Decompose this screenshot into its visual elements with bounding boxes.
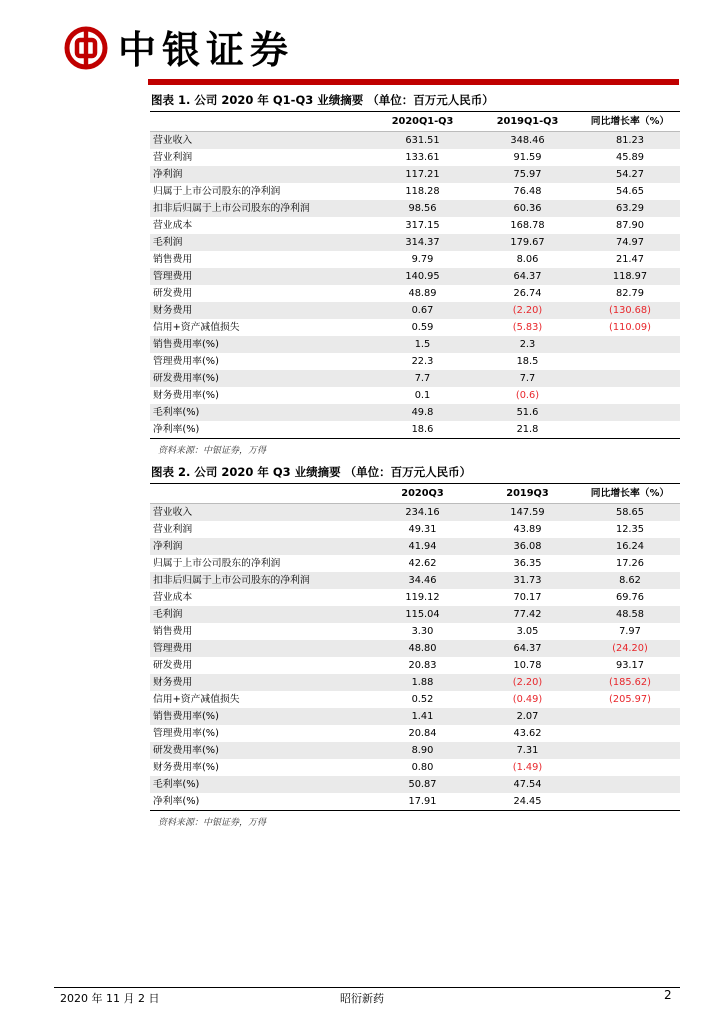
table-row	[150, 387, 680, 404]
row-label: 财务费用率(%)	[153, 762, 219, 773]
table-cell: 58.65	[580, 504, 680, 522]
row-label: 营业利润	[153, 152, 193, 163]
row-label: 财务费用	[150, 302, 370, 319]
table1-source: 资料来源：中银证券，万得	[158, 446, 267, 456]
table-row	[150, 623, 680, 640]
table-cell: 93.17	[615, 660, 645, 671]
table2-section	[150, 462, 680, 828]
table-cell: 36.35	[513, 558, 542, 569]
table-row	[150, 742, 680, 759]
table-cell: 12.35	[615, 524, 645, 535]
table-row	[150, 725, 680, 742]
table2-col-growth: 同比增长率（%）	[580, 484, 680, 504]
table-cell	[580, 776, 680, 793]
table-cell: 7.7	[475, 370, 580, 387]
table-cell: 9.79	[411, 254, 434, 265]
row-label: 净利率(%)	[153, 424, 200, 435]
table-cell: 631.51	[370, 132, 475, 150]
row-label: 财务费用率(%)	[153, 390, 219, 401]
table-row	[150, 404, 680, 421]
table-cell: 18.6	[411, 424, 434, 435]
table-cell: 74.97	[580, 234, 680, 251]
table2-col-prior: 2019Q3	[475, 484, 580, 504]
table-cell: 98.56	[370, 200, 475, 217]
table-cell: 168.78	[510, 220, 545, 231]
table1-col-label	[150, 112, 370, 132]
table-cell: 91.59	[513, 152, 542, 163]
table-cell: 60.36	[475, 200, 580, 217]
footer-company: 昭衍新药	[340, 992, 384, 1005]
row-label: 财务费用	[150, 674, 370, 691]
table-cell: 115.04	[370, 606, 475, 623]
table-cell: 1.88	[370, 674, 475, 691]
row-label: 研发费用	[153, 660, 193, 671]
table1-col-prior: 2019Q1-Q3	[475, 112, 580, 132]
table-row	[150, 251, 680, 268]
table-cell: 18.5	[516, 356, 539, 367]
row-label: 管理费用	[150, 268, 370, 285]
table-cell: 82.79	[615, 288, 645, 299]
table1-header-row	[150, 112, 680, 132]
row-label: 毛利润	[150, 234, 370, 251]
table-row	[150, 572, 680, 589]
row-label: 研发费用率(%)	[150, 742, 370, 759]
table-cell: 314.37	[370, 234, 475, 251]
table2	[150, 484, 680, 810]
table-cell: 8.90	[370, 742, 475, 759]
table2-header-row	[150, 484, 680, 504]
table1-col-current: 2020Q1-Q3	[370, 112, 475, 132]
table-row	[150, 370, 680, 387]
row-label: 营业成本	[153, 592, 193, 603]
table-cell: 1.41	[370, 708, 475, 725]
table1	[150, 112, 680, 438]
row-label: 营业成本	[153, 220, 193, 231]
table-row	[150, 708, 680, 725]
table-row	[150, 217, 680, 234]
table-row	[150, 776, 680, 793]
table-cell: 20.84	[408, 728, 437, 739]
footer-date: 2020 年 11 月 2 日	[60, 992, 160, 1005]
table-cell	[580, 404, 680, 421]
row-label: 研发费用率(%)	[150, 370, 370, 387]
table-row	[150, 336, 680, 353]
row-label: 净利润	[150, 166, 370, 183]
table-row	[150, 504, 680, 522]
table-cell	[580, 759, 680, 776]
row-label: 净利润	[150, 538, 370, 555]
table-cell: 50.87	[370, 776, 475, 793]
table-cell: 87.90	[615, 220, 645, 231]
table-cell: 8.62	[580, 572, 680, 589]
bank-logo-icon	[64, 26, 108, 74]
table-cell: 0.52	[411, 694, 434, 705]
table-cell: 2.07	[475, 708, 580, 725]
row-label: 销售费用	[153, 254, 193, 265]
table-row	[150, 132, 680, 150]
header-divider	[148, 79, 679, 85]
row-label: 毛利率(%)	[150, 776, 370, 793]
row-label: 信用+资产减值损失	[153, 694, 240, 705]
table-row	[150, 555, 680, 572]
table-cell: 16.24	[580, 538, 680, 555]
table-cell: 117.21	[370, 166, 475, 183]
table-cell: 64.37	[475, 268, 580, 285]
row-label: 净利率(%)	[153, 796, 200, 807]
table2-bottom-rule	[150, 810, 680, 811]
table-cell: 77.42	[475, 606, 580, 623]
table-cell	[580, 708, 680, 725]
table-cell: 119.12	[405, 592, 440, 603]
table1-col-growth: 同比增长率（%）	[580, 112, 680, 132]
table-cell: 75.97	[475, 166, 580, 183]
row-label: 扣非后归属于上市公司股东的净利润	[150, 200, 370, 217]
table-cell: 317.15	[405, 220, 440, 231]
table-row	[150, 234, 680, 251]
table-cell: 179.67	[475, 234, 580, 251]
table-cell: (1.49)	[512, 762, 543, 773]
table-row	[150, 759, 680, 776]
table-cell: 54.65	[615, 186, 645, 197]
table-cell: 48.89	[408, 288, 437, 299]
table-cell: 34.46	[370, 572, 475, 589]
table-cell: 17.91	[408, 796, 437, 807]
row-label: 毛利润	[150, 606, 370, 623]
table-row	[150, 268, 680, 285]
table-cell: 3.05	[516, 626, 539, 637]
footer-divider	[54, 987, 680, 988]
table-cell	[580, 387, 680, 404]
row-label: 扣非后归属于上市公司股东的净利润	[150, 572, 370, 589]
table-cell: 17.26	[615, 558, 645, 569]
table-cell: 69.76	[615, 592, 645, 603]
table-cell: 49.31	[408, 524, 437, 535]
table-cell: 70.17	[513, 592, 542, 603]
table-cell: 76.48	[513, 186, 542, 197]
table-cell	[580, 353, 680, 370]
table-cell: 8.06	[516, 254, 539, 265]
table-cell: 43.62	[513, 728, 542, 739]
table-cell: 22.3	[411, 356, 434, 367]
table-cell: 64.37	[475, 640, 580, 657]
table-row	[150, 285, 680, 302]
table-cell: 43.89	[513, 524, 542, 535]
table-cell	[580, 421, 680, 438]
table-cell: 0.67	[370, 302, 475, 319]
table-cell: (185.62)	[580, 674, 680, 691]
table2-col-current: 2020Q3	[370, 484, 475, 504]
table-row	[150, 302, 680, 319]
table-row	[150, 657, 680, 674]
row-label: 销售费用率(%)	[150, 336, 370, 353]
table-cell: 36.08	[475, 538, 580, 555]
table-row	[150, 421, 680, 438]
table-row	[150, 640, 680, 657]
table-cell: 118.97	[580, 268, 680, 285]
row-label: 归属于上市公司股东的净利润	[153, 186, 281, 197]
table-cell: 10.78	[513, 660, 542, 671]
table-cell: (2.20)	[475, 302, 580, 319]
table-cell: 42.62	[408, 558, 437, 569]
table-cell: 3.30	[411, 626, 434, 637]
table-row	[150, 538, 680, 555]
table-row	[150, 166, 680, 183]
table-cell: 48.80	[370, 640, 475, 657]
table-cell: (110.09)	[609, 322, 651, 333]
table-cell: 348.46	[475, 132, 580, 150]
table-cell: (205.97)	[609, 694, 651, 705]
row-label: 营业利润	[153, 524, 193, 535]
row-label: 管理费用率(%)	[153, 728, 219, 739]
row-label: 归属于上市公司股东的净利润	[153, 558, 281, 569]
table-cell: (0.49)	[512, 694, 543, 705]
table-cell: 51.6	[475, 404, 580, 421]
table-cell: 48.58	[580, 606, 680, 623]
table-cell: 21.8	[516, 424, 539, 435]
table2-body	[150, 504, 680, 811]
table-cell: 24.45	[513, 796, 542, 807]
table-cell: (2.20)	[475, 674, 580, 691]
table1-title: 图表 1. 公司 2020 年 Q1-Q3 业绩摘要 （单位：百万元人民币）	[150, 90, 680, 112]
row-label: 研发费用	[153, 288, 193, 299]
table-cell: 20.83	[408, 660, 437, 671]
table-row	[150, 200, 680, 217]
table-row	[150, 319, 680, 336]
table-cell: 7.7	[370, 370, 475, 387]
table1-bottom-rule	[150, 438, 680, 439]
row-label: 信用+资产减值损失	[153, 322, 240, 333]
brand-name: 中银证券	[118, 27, 295, 72]
table-cell	[580, 742, 680, 759]
table-cell	[580, 793, 680, 810]
table-cell: 81.23	[580, 132, 680, 150]
table-row	[150, 353, 680, 370]
table-cell	[580, 725, 680, 742]
table-row	[150, 149, 680, 166]
table-cell: 47.54	[475, 776, 580, 793]
table-cell: (24.20)	[580, 640, 680, 657]
table2-source: 资料来源：中银证券，万得	[158, 818, 267, 828]
table-cell: 7.31	[475, 742, 580, 759]
table-cell: 0.59	[411, 322, 434, 333]
table-cell: 1.5	[370, 336, 475, 353]
table2-col-label	[150, 484, 370, 504]
table-row	[150, 793, 680, 810]
table-cell: 118.28	[405, 186, 440, 197]
table-row	[150, 674, 680, 691]
table-cell: (5.83)	[512, 322, 543, 333]
table-cell	[580, 336, 680, 353]
table-cell: 41.94	[370, 538, 475, 555]
table-cell: 49.8	[370, 404, 475, 421]
table-row	[150, 589, 680, 606]
table-row	[150, 183, 680, 200]
table2-title: 图表 2. 公司 2020 年 Q3 业绩摘要 （单位：百万元人民币）	[150, 462, 680, 484]
table-cell: 7.97	[619, 626, 641, 637]
row-label: 管理费用率(%)	[153, 356, 219, 367]
page-header	[0, 0, 724, 90]
table-cell: (0.6)	[515, 390, 540, 401]
table1-body	[150, 132, 680, 439]
table-cell: 0.80	[411, 762, 434, 773]
table1-section	[150, 90, 680, 456]
table-row	[150, 691, 680, 708]
row-label: 毛利率(%)	[150, 404, 370, 421]
row-label: 销售费用	[153, 626, 193, 637]
table-cell: (130.68)	[580, 302, 680, 319]
row-label: 销售费用率(%)	[150, 708, 370, 725]
table-cell: 2.3	[475, 336, 580, 353]
table-cell: 0.1	[414, 390, 431, 401]
table-cell: 54.27	[580, 166, 680, 183]
table-cell: 63.29	[580, 200, 680, 217]
table-cell: 147.59	[475, 504, 580, 522]
table-cell: 26.74	[513, 288, 542, 299]
row-label: 管理费用	[150, 640, 370, 657]
table-cell: 133.61	[405, 152, 440, 163]
table-cell: 45.89	[615, 152, 645, 163]
table-cell: 140.95	[370, 268, 475, 285]
row-label: 营业收入	[150, 504, 370, 522]
table-cell: 234.16	[370, 504, 475, 522]
table-row	[150, 521, 680, 538]
page-number: 2	[664, 988, 672, 1002]
table-cell: 21.47	[615, 254, 645, 265]
row-label: 营业收入	[150, 132, 370, 150]
table-cell: 31.73	[475, 572, 580, 589]
table-cell	[580, 370, 680, 387]
table-row	[150, 606, 680, 623]
